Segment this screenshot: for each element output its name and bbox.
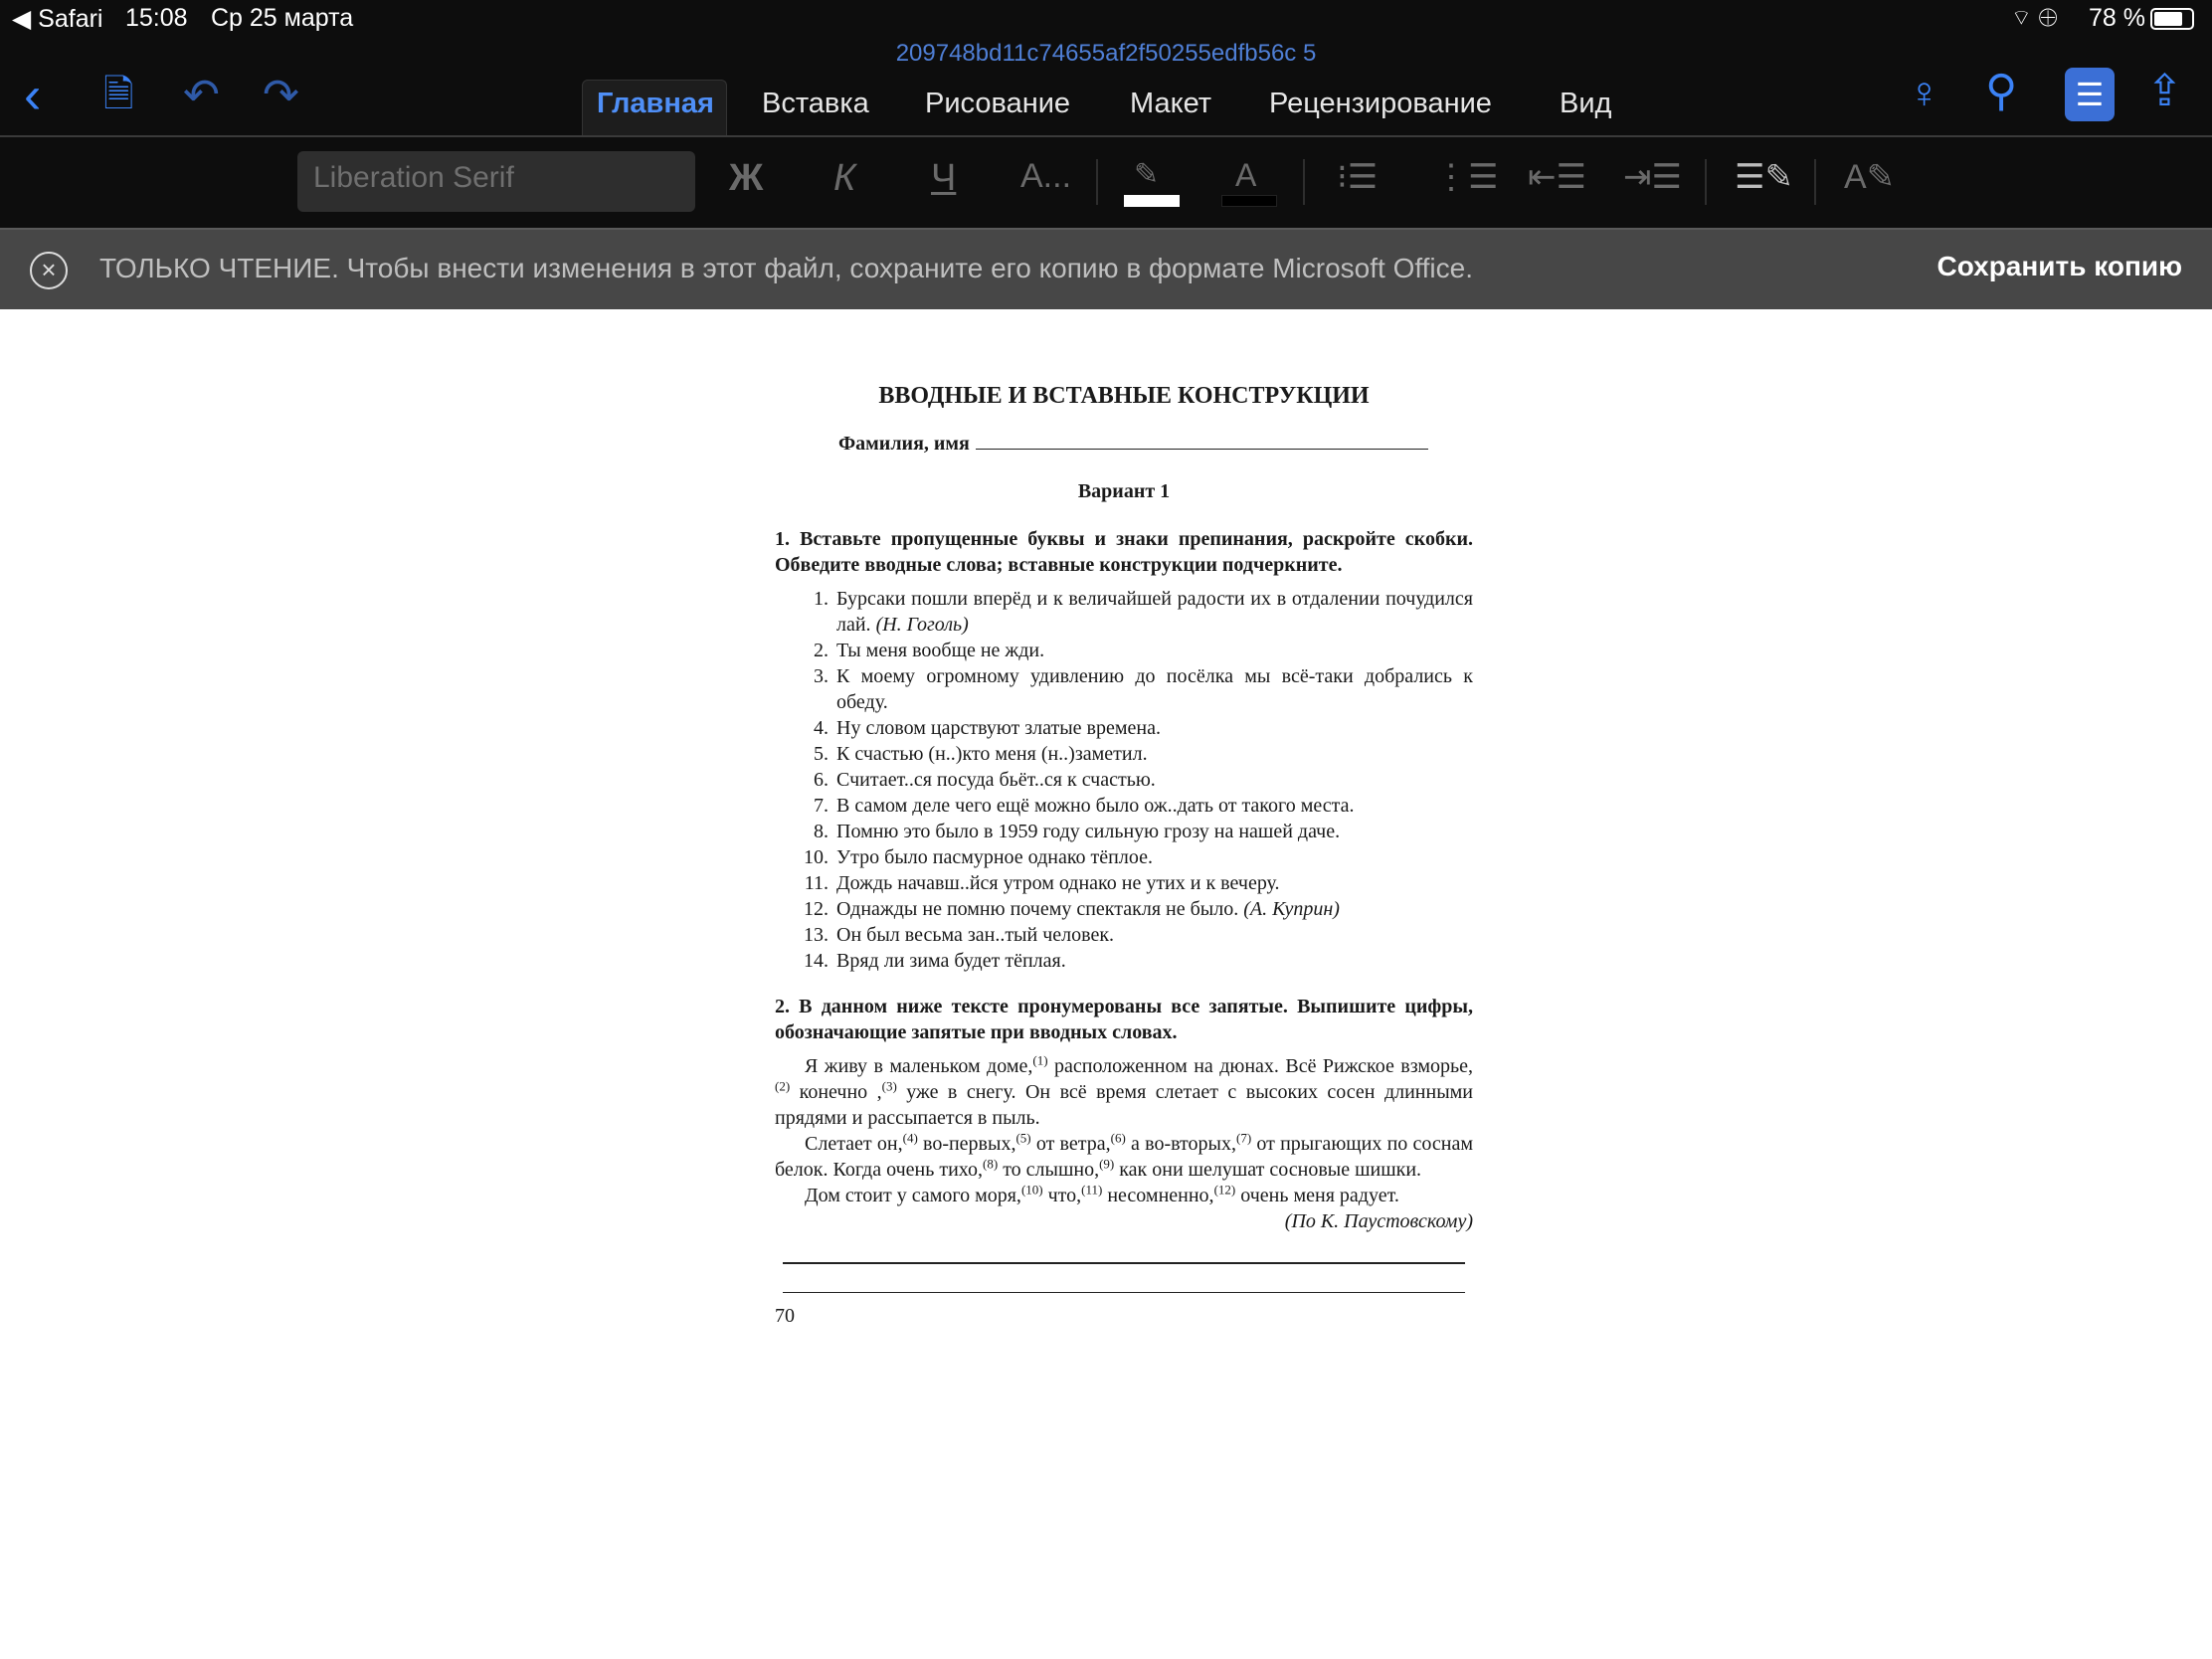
text-run: Слетает он,	[805, 1133, 903, 1155]
divider	[1303, 159, 1305, 205]
item-text: Он был весьма зан..тый человек.	[836, 924, 1115, 946]
back-to-safari[interactable]: ◀ Safari	[12, 5, 103, 33]
tab-separator	[0, 135, 2212, 137]
text-source: (По К. Паустовскому)	[1284, 1210, 1473, 1232]
tab-insert[interactable]: Вставка	[762, 88, 869, 119]
list-item	[775, 767, 1473, 793]
page-number: 70	[775, 1305, 795, 1327]
list-item	[775, 586, 1473, 638]
item-text: К моему огромному удивлению до посёлка мы всё-таки добрались к обеду.	[836, 665, 1473, 713]
list-item	[775, 741, 1473, 767]
paragraph-1	[775, 1053, 1473, 1131]
item-text: Вряд ли зима будет тёплая.	[836, 950, 1066, 972]
banner-message: ТОЛЬКО ЧТЕНИЕ. Чтобы внести изменения в этот файл, сохраните его копию в формате Microsoft Office.	[99, 253, 1473, 283]
comma-number: (1)	[1032, 1052, 1048, 1068]
paragraph-2	[775, 1131, 1473, 1183]
comma-number: (5)	[1015, 1130, 1031, 1146]
text-run: от прыгающих по соснам белок. Когда очень тихо,	[775, 1133, 1474, 1181]
text-run: расположенном на дюнах. Всё Рижское взморье,	[1047, 1055, 1474, 1077]
item-text: В самом деле чего ещё можно было ож..дать от такого места.	[836, 795, 1355, 817]
comma-number: (8)	[983, 1156, 999, 1172]
answer-line	[783, 1292, 1465, 1294]
font-color-swatch	[1221, 195, 1277, 207]
bullet-list-icon[interactable]: ⁝☰	[1337, 158, 1379, 196]
search-icon[interactable]: ⚲	[1985, 67, 2018, 115]
more-formatting-button[interactable]: A...	[1020, 157, 1072, 195]
text-run: конечно ,	[790, 1081, 882, 1103]
text-run: Я живу в маленьком доме,	[805, 1055, 1033, 1077]
back-icon[interactable]: ‹	[24, 67, 42, 124]
underline-button[interactable]: Ч	[931, 157, 957, 199]
item-number: 7.	[814, 795, 829, 817]
document-page	[775, 383, 1473, 1329]
item-source: (А. Куприн)	[1243, 898, 1340, 920]
exercise-list	[775, 586, 1473, 974]
item-number: 14.	[804, 950, 829, 972]
bold-button[interactable]: Ж	[729, 157, 764, 199]
lightbulb-icon[interactable]: ♀	[1908, 69, 1940, 117]
task-2: 2. В данном ниже тексте пронумерованы все запятые. Выпишите цифры, обозначающие запятые при вводных словах.	[775, 996, 1473, 1043]
name-line	[976, 432, 1428, 450]
item-number: 1.	[814, 588, 829, 610]
styles-icon[interactable]: ☰✎	[1735, 158, 1793, 196]
highlight-color-swatch	[1124, 195, 1180, 207]
item-number: 5.	[814, 743, 829, 765]
comma-number: (7)	[1235, 1130, 1252, 1146]
increase-indent-icon[interactable]: ⇥☰	[1623, 158, 1682, 196]
item-text: Дождь начавш..йся утром однако не утих и к вечеру.	[836, 872, 1280, 894]
text-run: то слышно,	[998, 1159, 1100, 1181]
text-run: уже в снегу. Он всё время слетает с высоких сосен длинными прядями и рассыпается в пыль.	[775, 1081, 1474, 1129]
list-item	[775, 870, 1473, 896]
name-field	[838, 431, 1473, 457]
undo-icon[interactable]: ↶	[183, 71, 220, 119]
font-color-button[interactable]: A	[1235, 157, 1257, 193]
item-number: 8.	[814, 821, 829, 842]
list-item	[775, 819, 1473, 844]
text-run: несомненно,	[1102, 1185, 1214, 1206]
comma-number: (3)	[881, 1078, 897, 1094]
tab-home[interactable]: Главная	[597, 88, 714, 119]
item-source: (Н. Гоголь)	[875, 614, 969, 636]
item-text: К счастью (н..)кто меня (н..)заметил.	[836, 743, 1148, 765]
item-number: 4.	[814, 717, 829, 739]
variant-heading: Вариант 1	[1077, 480, 1171, 502]
task-1: 1. Вставьте пропущенные буквы и знаки препинания, раскройте скобки. Обведите вводные слова; вставные конструкции подчеркните.	[775, 528, 1473, 576]
comma-number: (4)	[902, 1130, 918, 1146]
item-text: Утро было пасмурное однако тёплое.	[836, 846, 1153, 868]
list-item	[775, 922, 1473, 948]
item-number: 6.	[814, 769, 829, 791]
file-icon[interactable]: 🗎	[103, 74, 134, 115]
comma-number: (6)	[1110, 1130, 1126, 1146]
battery-icon	[2150, 8, 2194, 30]
item-text: Ну словом царствуют златые времена.	[836, 717, 1161, 739]
item-text: Однажды не помню почему спектакля не было. (А. Куприн)	[836, 898, 1340, 920]
divider	[1705, 159, 1707, 205]
list-item	[775, 715, 1473, 741]
tab-review[interactable]: Рецензирование	[1269, 88, 1492, 119]
list-item	[775, 844, 1473, 870]
divider	[1096, 159, 1098, 205]
clear-formatting-icon[interactable]: A✎	[1844, 158, 1896, 196]
share-icon[interactable]: ⇪	[2146, 67, 2183, 115]
clock: 15:08	[125, 4, 188, 32]
date: Ср 25 марта	[211, 4, 354, 32]
italic-button[interactable]: К	[833, 157, 856, 199]
list-item	[775, 793, 1473, 819]
name-label: Фамилия, имя	[838, 433, 970, 455]
doc-heading: ВВОДНЫЕ И ВСТАВНЫЕ КОНСТРУКЦИИ	[878, 383, 1370, 409]
comma-number: (10)	[1020, 1182, 1043, 1198]
tab-view[interactable]: Вид	[1560, 88, 1612, 119]
item-text: Бурсаки пошли вперёд и к величайшей радости их в отдалении почудился лай. (Н. Гоголь)	[836, 588, 1473, 636]
item-number: 12.	[804, 898, 829, 920]
text-run: что,	[1042, 1185, 1082, 1206]
item-number: 13.	[804, 924, 829, 946]
document-title[interactable]: 209748bd11c74655af2f50255edfb56c 5	[895, 40, 1317, 67]
decrease-indent-icon[interactable]: ⇤☰	[1528, 158, 1586, 196]
text-run: Дом стоит у самого моря,	[805, 1185, 1021, 1206]
reading-view-icon[interactable]: ☰	[2065, 68, 2115, 121]
divider	[1814, 159, 1816, 205]
item-number: 11.	[804, 872, 829, 894]
item-text: Ты меня вообще не жди.	[836, 640, 1045, 661]
numbered-list-icon[interactable]: ⋮☰	[1434, 158, 1499, 196]
text-run: от ветра,	[1030, 1133, 1111, 1155]
item-text: Помню это было в 1959 году сильную грозу на нашей даче.	[836, 821, 1341, 842]
item-text: Считает..ся посуда бьёт..ся к счастью.	[836, 769, 1156, 791]
text-run: во-первых,	[917, 1133, 1016, 1155]
list-item	[775, 896, 1473, 922]
comma-number: (9)	[1099, 1156, 1115, 1172]
save-copy-button[interactable]: Сохранить копию	[1936, 251, 2182, 281]
wifi-icon: ⌔ ⊕	[2011, 5, 2059, 30]
item-number: 10.	[804, 846, 829, 868]
tab-layout[interactable]: Макет	[1130, 88, 1212, 119]
text-run: как они шелушат сосновые шишки.	[1114, 1159, 1422, 1181]
item-number: 2.	[814, 640, 829, 661]
list-item	[775, 638, 1473, 663]
answer-line	[783, 1262, 1465, 1264]
highlighter-icon[interactable]: ✎	[1134, 158, 1160, 191]
comma-number: (11)	[1081, 1182, 1103, 1198]
tab-draw[interactable]: Рисование	[925, 88, 1071, 119]
font-name-field[interactable]: Liberation Serif	[297, 151, 695, 212]
app-chrome	[0, 0, 2212, 228]
comma-number: (2)	[775, 1078, 791, 1094]
text-run: а во-вторых,	[1125, 1133, 1236, 1155]
list-item	[775, 948, 1473, 974]
paragraph-3	[775, 1183, 1473, 1208]
battery-percent: 78 %	[2089, 4, 2145, 32]
list-item	[775, 663, 1473, 715]
read-only-banner	[0, 228, 2212, 309]
text-run: очень меня радует.	[1235, 1185, 1399, 1206]
item-number: 3.	[814, 665, 829, 687]
comma-number: (12)	[1213, 1182, 1236, 1198]
redo-icon[interactable]: ↷	[263, 71, 299, 119]
close-icon[interactable]: ×	[30, 252, 68, 289]
